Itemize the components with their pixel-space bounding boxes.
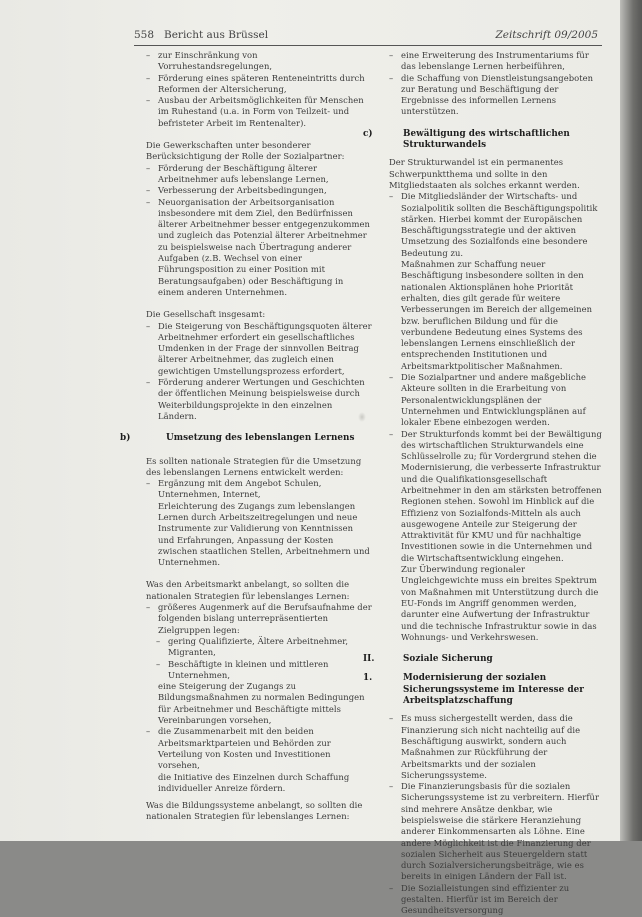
list-item-continued: die Initiative des Einzelnen durch Schaffung individueller Anreize fördern. [158, 771, 350, 793]
list-item: – Der Strukturfonds kommt bei der Bewältigung des wirtschaftlichen Strukturwandels eine Schlüsselrolle zu; für Vordergrund stehen die Modernisierung, die verbesserte Infrastruktur und die Qualifikationsgesellschaft Arbeitnehmer in den am stärksten betroffenen Regionen stehen. Sowohl im Hinblick auf die Effizienz von Sozialfonds-Mitteln als auch ausgewogene Anteile zur Steigerung der Attraktivität für KMU und für nachhaltige Investitionen sowie in die Unternehmen und die Wirtschaftsentwicklung eingehen. [389, 428, 602, 563]
list-item: – die Schaffung von Dienstleistungsangeboten zur Beratung und Beschäftigung der Ergebnisse des informellen Lernens unterstützen. [389, 72, 594, 117]
list-item-continued: Zur Überwindung regionaler Ungleichgewichte muss ein breites Spektrum von Maßnahmen mit Unterstützung durch die EU-Fonds im Angriff genommen werden, darunter eine Aufwertung der Infrastruktur und die technische Infrastruktur sowie in das Wohnungs- und Verkehrswesen. [401, 564, 599, 642]
list-item: – Förderung der Beschäftigung älterer Arbeitnehmer aufs lebenslange Lernen, [146, 162, 329, 184]
list-item: – Förderung anderer Wertungen und Geschichten der öffentlichen Meinung beispielsweise durch Weiterbildungsprojekte in den einzelnen Ländern. [146, 377, 365, 421]
right-column [363, 50, 603, 917]
page-number: 558 [134, 29, 155, 41]
list-item: – Die Steigerung von Beschäftigungsquoten älterer Arbeitnehmer erfordert ein gesellschaftliches Umdenken in der Frage der sinnvollen Beitrag älterer Arbeitnehmer, das zugleich einen gewichtigen Umstellungsprozess erfordert, [146, 320, 372, 376]
list-item: – Die Mitgliedsländer der Wirtschafts- und Sozialpolitik sollten die Beschäftigungspolitik stärken. Hierbei kommt der Europäischen Beschäftigungsstrategie und der aktiven Umsetzung des Sozialfonds eine besondere Bedeutung zu. [389, 191, 598, 258]
list-item: – größeres Augenmerk auf die Berufsaufnahme der folgenden bislang unterrepräsentierten Zielgruppen legen: [146, 602, 372, 635]
list-item: – Es muss sichergestellt werden, dass die Finanzierung sich nicht nachteilig auf die Beschäftigung auswirkt, sondern auch Maßnahmen zur Rückführung der Arbeitsmarkts und der sozialen Sicherungssysteme. [389, 713, 581, 780]
paragraph: Der Strukturwandel ist ein permanentes Schwerpunktthema und sollte in den Mitgliedstaaten als solches erkannt werden. [389, 157, 580, 190]
section-heading-b: b) Umsetzung des lebenslangen Lernens [120, 433, 355, 444]
list-item: – Die Sozialleistungen sind effizienter zu gestalten. Hierfür ist im Bereich der Gesundheitsversorgung [389, 882, 570, 916]
list-item-continued: Erleichterung des Zugangs zum lebenslangen Lernen durch Arbeitszeitregelungen und neue Instrumente zur Validierung von Kenntnissen und Erfahrungen, Anpassung der Kosten zwischen staatlichen Stellen, Arbeitnehmern und Unternehmen. [158, 500, 370, 568]
scan-smudge [358, 412, 366, 422]
list-item-continued: eine Steigerung der Zugangs zu Bildungsmaßnahmen zu normalen Bedingungen für Arbeitnehmer und Beschäftigte mittels Vereinbarungen vorsehen, [158, 681, 365, 726]
list-item: – Ergänzung mit dem Angebot Schulen, Unternehmen, Internet, [146, 478, 322, 500]
paragraph: Es sollten nationale Strategien für die Umsetzung des lebenslangen Lernens entwickelt werden: [146, 455, 362, 477]
page-header [134, 29, 602, 45]
paragraph: Was die Bildungssysteme anbelangt, so sollten die nationalen Strategien für lebenslanges Lernen: [146, 800, 363, 822]
scan-page-edge [620, 0, 642, 841]
list-item-continued: Maßnahmen zur Schaffung neuer Beschäftigung insbesondere sollten in den nationalen Aktionsplänen hohe Priorität erhalten, dies gilt gerade für weitere Verbesserungen im Bereich der allgemeinen bzw. beruflichen Bildung und für die verbundene Bedeutung eines Systems des lebenslangen Lernens einschließlich der entsprechenden Institutionen und Arbeitsmarktpolitischer Maßnahmen. [401, 259, 593, 371]
left-column [120, 50, 372, 823]
sub-list-item: – gering Qualifizierte, Ältere Arbeitnehmer, Migranten, [156, 635, 349, 658]
paragraph: Was den Arbeitsmarkt anbelangt, so sollten die nationalen Strategien für lebenslanges Lernen: [146, 579, 350, 601]
list-item: – Die Finanzierungsbasis für die sozialen Sicherungssysteme ist zu verbreitern. Hierfür sind mehrere Ansätze denkbar, wie beispielsweise die stärkere Heranziehung anderer Einkommensarten als Löhne. Eine andere Möglichkeit ist die Finanzierung der sozialen Sicherheit aus Steuergeldern statt durch Sozialversicherungsbeiträge, wie es bereits in einigen Ländern der Fall ist. [389, 781, 600, 882]
journal-issue: Zeitschrift 09/2005 [495, 29, 598, 41]
section-heading-c: c) Bewältigung des wirtschaftlichen Strukturwandels [363, 128, 570, 151]
list-item: – zur Einschränkung von Vorruhestandsregelungen, [146, 50, 273, 72]
section-title: Bericht aus Brüssel [164, 29, 269, 41]
sub-list-item: – Beschäftigte in kleinen und mittleren Unternehmen, [156, 658, 329, 680]
paragraph: Die Gesellschaft insgesamt: [146, 309, 266, 320]
list-item: – Neuorganisation der Arbeitsorganisation insbesondere mit dem Ziel, den Bedürfnissen älterer Arbeitnehmer besser entgegenzukommen und zugleich das Potenzial älterer Arbeitnehmer zu beispielsweise nach Übertragung anderer Aufgaben (z.B. Wechsel von einer Führungsposition zu einer Position mit Beratungsaufgaben) oder Beschäftigung in einem anderen Unternehmen. [146, 196, 370, 297]
list-item: – Die Sozialpartner und andere maßgebliche Akteure sollten in die Erarbeitung von Personalentwicklungsplänen der Unternehmen und Entwicklungsplänen auf lokaler Ebene einbezogen werden. [389, 372, 587, 428]
list-item: – Verbesserung der Arbeitsbedingungen, [146, 185, 327, 196]
section-heading-1: 1. Modernisierung der sozialen Sicherungssysteme im Interesse der Arbeitsplatzschaffung [363, 673, 584, 707]
list-item: – die Zusammenarbeit mit den beiden Arbeitsmarktparteien und Behörden zur Verteilung von Kosten und Investitionen vorsehen, [146, 726, 331, 771]
header-rule [134, 45, 602, 46]
paragraph: Die Gewerkschaften unter besonderer Berücksichtigung der Rolle der Sozialpartner: [146, 140, 345, 162]
list-item: – Ausbau der Arbeitsmöglichkeiten für Menschen im Ruhestand (u.a. in Form von Teilzeit- und befristeter Arbeit im Rentenalter). [146, 95, 364, 128]
section-heading-ii: II. Soziale Sicherung [363, 654, 493, 665]
list-item: – Förderung eines späteren Renteneintritts durch Reformen der Altersicherung, [146, 72, 365, 94]
list-item: – eine Erweiterung des Instrumentariums für das lebenslange Lernen herbeiführen, [389, 50, 589, 72]
